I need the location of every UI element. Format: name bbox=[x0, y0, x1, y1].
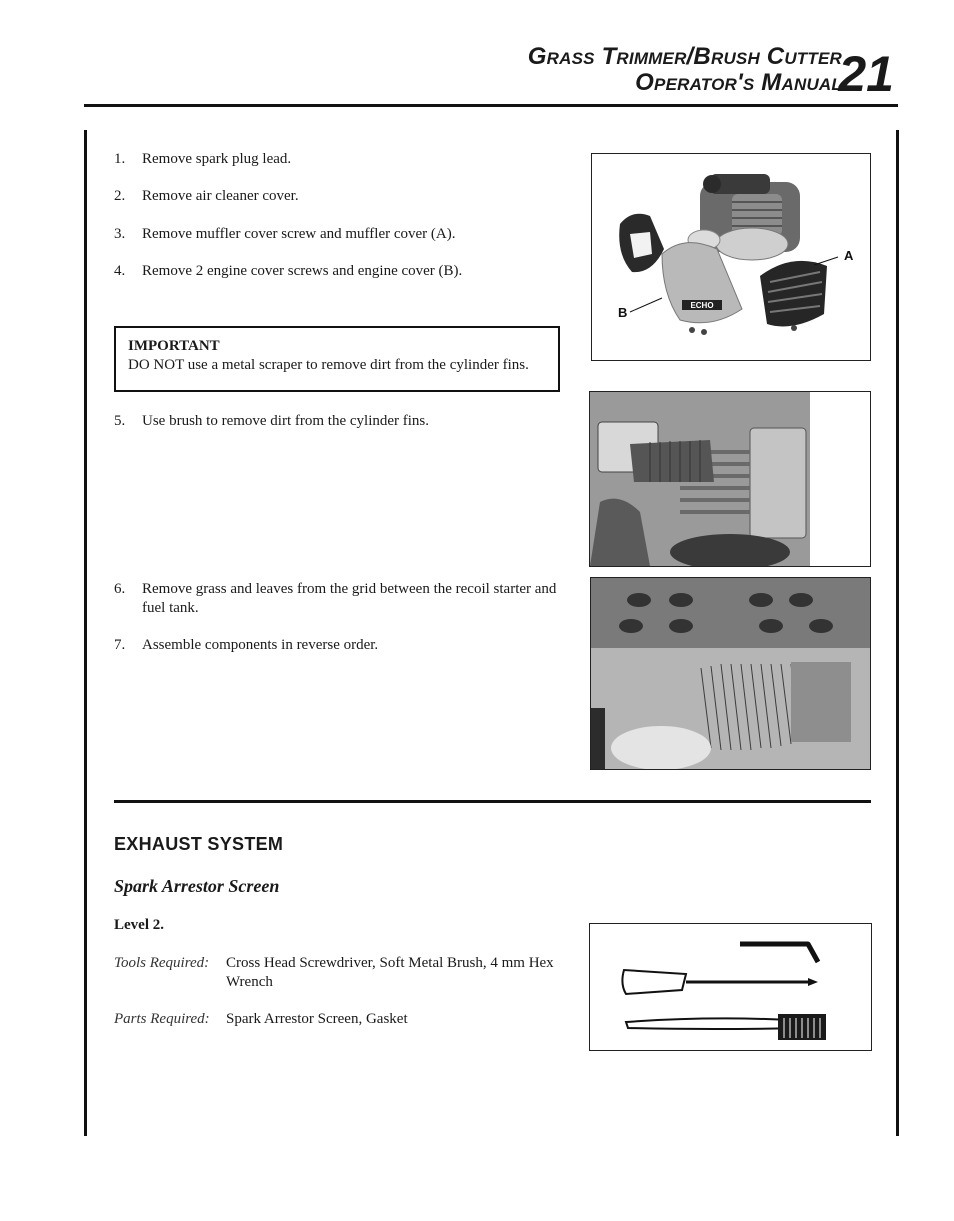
tools-illustration bbox=[589, 923, 872, 1051]
step-number: 7. bbox=[114, 637, 126, 653]
cylinder-fins-photo bbox=[589, 391, 871, 567]
step-text: Remove muffler cover screw and muffler cover (A). bbox=[142, 226, 456, 242]
section-rule bbox=[114, 800, 871, 803]
starter-grid-illustration bbox=[591, 578, 870, 769]
step-text: Assemble components in reverse order. bbox=[142, 637, 379, 653]
manual-title-line1: Grass Trimmer/Brush Cutter bbox=[527, 43, 842, 70]
important-text: DO NOT use a metal scraper to remove dirt from the cylinder fins. bbox=[128, 357, 529, 373]
step-text: Remove spark plug lead. bbox=[142, 151, 292, 167]
header-rule bbox=[84, 104, 898, 107]
section-heading: EXHAUST SYSTEM bbox=[114, 834, 284, 854]
skill-level: Level 2. bbox=[114, 917, 164, 933]
right-margin-rule bbox=[896, 130, 899, 1136]
step-number: 4. bbox=[114, 263, 126, 279]
manual-title-line2: Operator's Manual bbox=[635, 69, 842, 96]
label-b: B bbox=[618, 305, 628, 320]
step-text: Use brush to remove dirt from the cylinder fins. bbox=[142, 413, 430, 429]
starter-grid-photo bbox=[590, 577, 871, 770]
step-number: 1. bbox=[114, 151, 126, 167]
echo-logo: ECHO bbox=[690, 301, 714, 310]
left-margin-rule bbox=[84, 130, 87, 1136]
step-number: 6. bbox=[114, 581, 126, 597]
cylinder-fins-illustration bbox=[590, 392, 870, 566]
parts-label: Parts Required: bbox=[114, 1011, 210, 1027]
subsection-heading: Spark Arrestor Screen bbox=[114, 876, 280, 896]
step-text: Remove 2 engine cover screws and engine cover (B). bbox=[142, 263, 463, 279]
step-number: 5. bbox=[114, 413, 126, 429]
important-title: IMPORTANT bbox=[128, 338, 220, 354]
engine-covers-illustration bbox=[592, 154, 870, 360]
parts-value: Spark Arrestor Screen, Gasket bbox=[226, 1011, 408, 1027]
step-number: 3. bbox=[114, 226, 126, 242]
manual-title bbox=[528, 44, 842, 96]
page-number: 21 bbox=[838, 46, 894, 102]
step-text: Remove grass and leaves from the grid between the recoil starter and fuel tank. bbox=[142, 581, 557, 616]
step-number: 2. bbox=[114, 188, 126, 204]
step-text: Remove air cleaner cover. bbox=[142, 188, 299, 204]
tools-drawing bbox=[590, 924, 871, 1050]
engine-covers-photo bbox=[591, 153, 871, 361]
important-notice bbox=[114, 326, 560, 392]
tools-value: Cross Head Screwdriver, Soft Metal Brush, 4 mm Hex Wrench bbox=[226, 955, 554, 990]
label-a: A bbox=[844, 248, 854, 263]
tools-label: Tools Required: bbox=[114, 955, 210, 971]
